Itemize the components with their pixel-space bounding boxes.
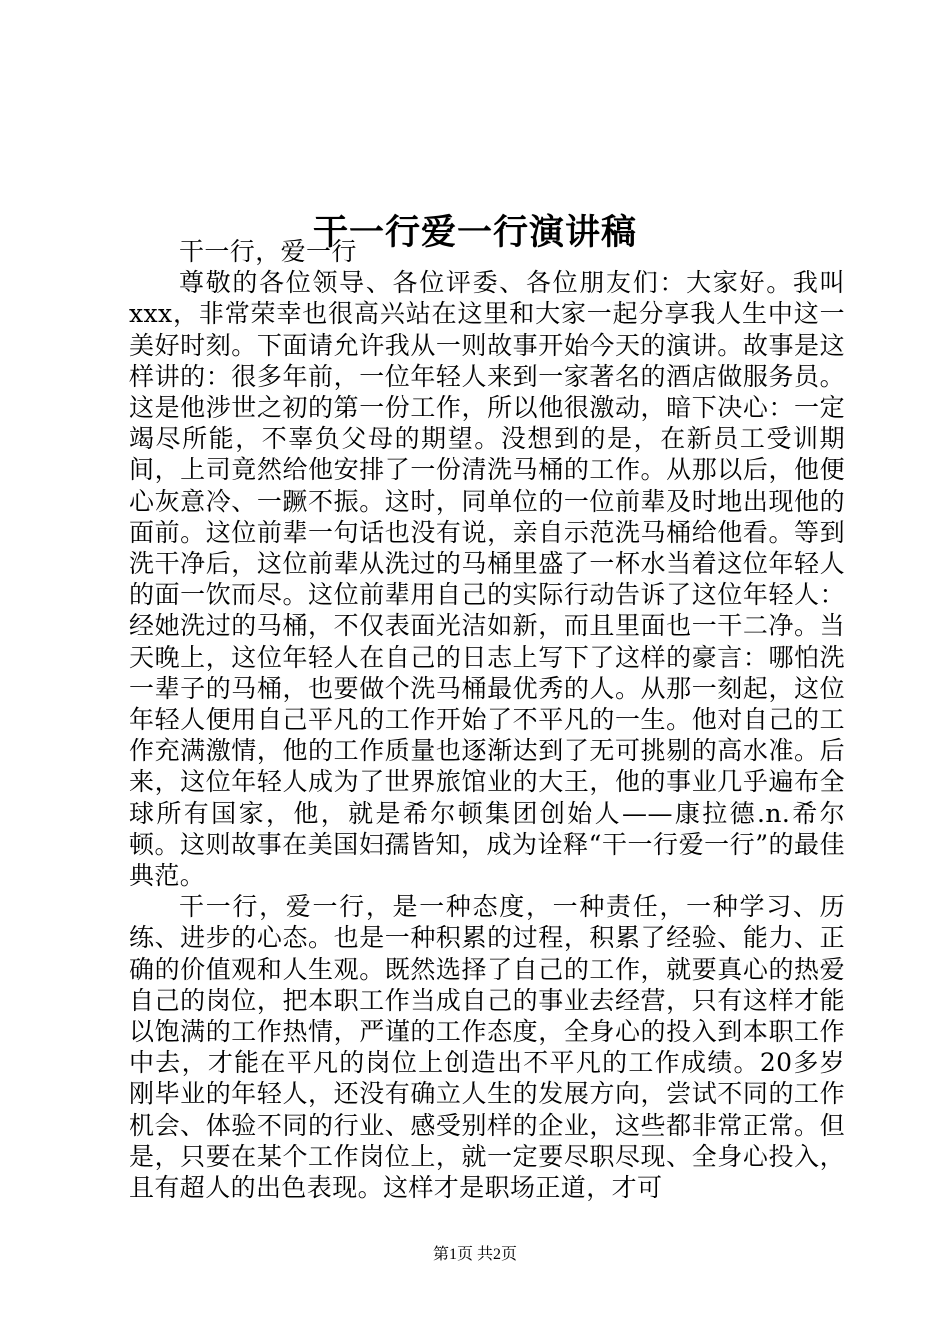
paragraph-attitude: 干一行，爱一行，是一种态度，一种责任，一种学习、历练、进步的心态。也是一种积累的过程，积累了经验、能力、正确的价值观和人生观。既然选择了自己的工作，就要真心的热爱自己的岗位，把本职工作当成自己的事业去经营，只有这样才能以饱满的工作热情，严谨的工作态度，全身心的投入到本职工作中去，才能在平凡的岗位上创造出不平凡的工作成绩。20多岁刚毕业的年轻人，还没有确立人生的发展方向，尝试不同的工作机会、体验不同的行业、感受别样的企业，这些都非常正常。但是，只要在某个工作岗位上，就一定要尽职尽现、全身心投入，且有超人的出色表现。这样才是职场正道，才可 [129,892,845,1203]
document-body [129,236,845,1203]
document-title: 干一行爱一行演讲稿 [312,212,637,254]
paragraph-subtitle: 干一行，爱一行 [179,237,357,266]
page-number-footer: 第1页 共2页 [432,1246,517,1263]
paragraph-story: 尊敬的各位领导、各位评委、各位朋友们：大家好。我叫xxx，非常荣幸也很高兴站在这里和大家一起分享我人生中这一美好时刻。下面请允许我从一则故事开始今天的演讲。故事是这样讲的：很多年前，一位年轻人来到一家著名的酒店做服务员。这是他涉世之初的第一份工作，所以他很激动，暗下决心：一定竭尽所能，不辜负父母的期望。没想到的是，在新员工受训期间，上司竟然给他安排了一份清洗马桶的工作。从那以后，他便心灰意冷、一蹶不振。这时，同单位的一位前辈及时地出现他的面前。这位前辈一句话也没有说，亲自示范洗马桶给他看。等到洗干净后，这位前辈从洗过的马桶里盛了一杯水当着这位年轻人的面一饮而尽。这位前辈用自己的实际行动告诉了这位年轻人：经她洗过的马桶，不仅表面光洁如新，而且里面也一干二净。当天晚上，这位年轻人在自己的日志上写下了这样的豪言：哪怕洗一辈子的马桶，也要做个洗马桶最优秀的人。从那一刻起，这位年轻人便用自己平凡的工作开始了不平凡的一生。他对自己的工作充满激情，他的工作质量也逐渐达到了无可挑剔的高水准。后来，这位年轻人成为了世界旅馆业的大王，他的事业几乎遍布全球所有国家，他，就是希尔顿集团创始人——康拉德.n.希尔顿。这则故事在美国妇孺皆知，成为诠释“干一行爱一行”的最佳典范。 [129,268,845,891]
